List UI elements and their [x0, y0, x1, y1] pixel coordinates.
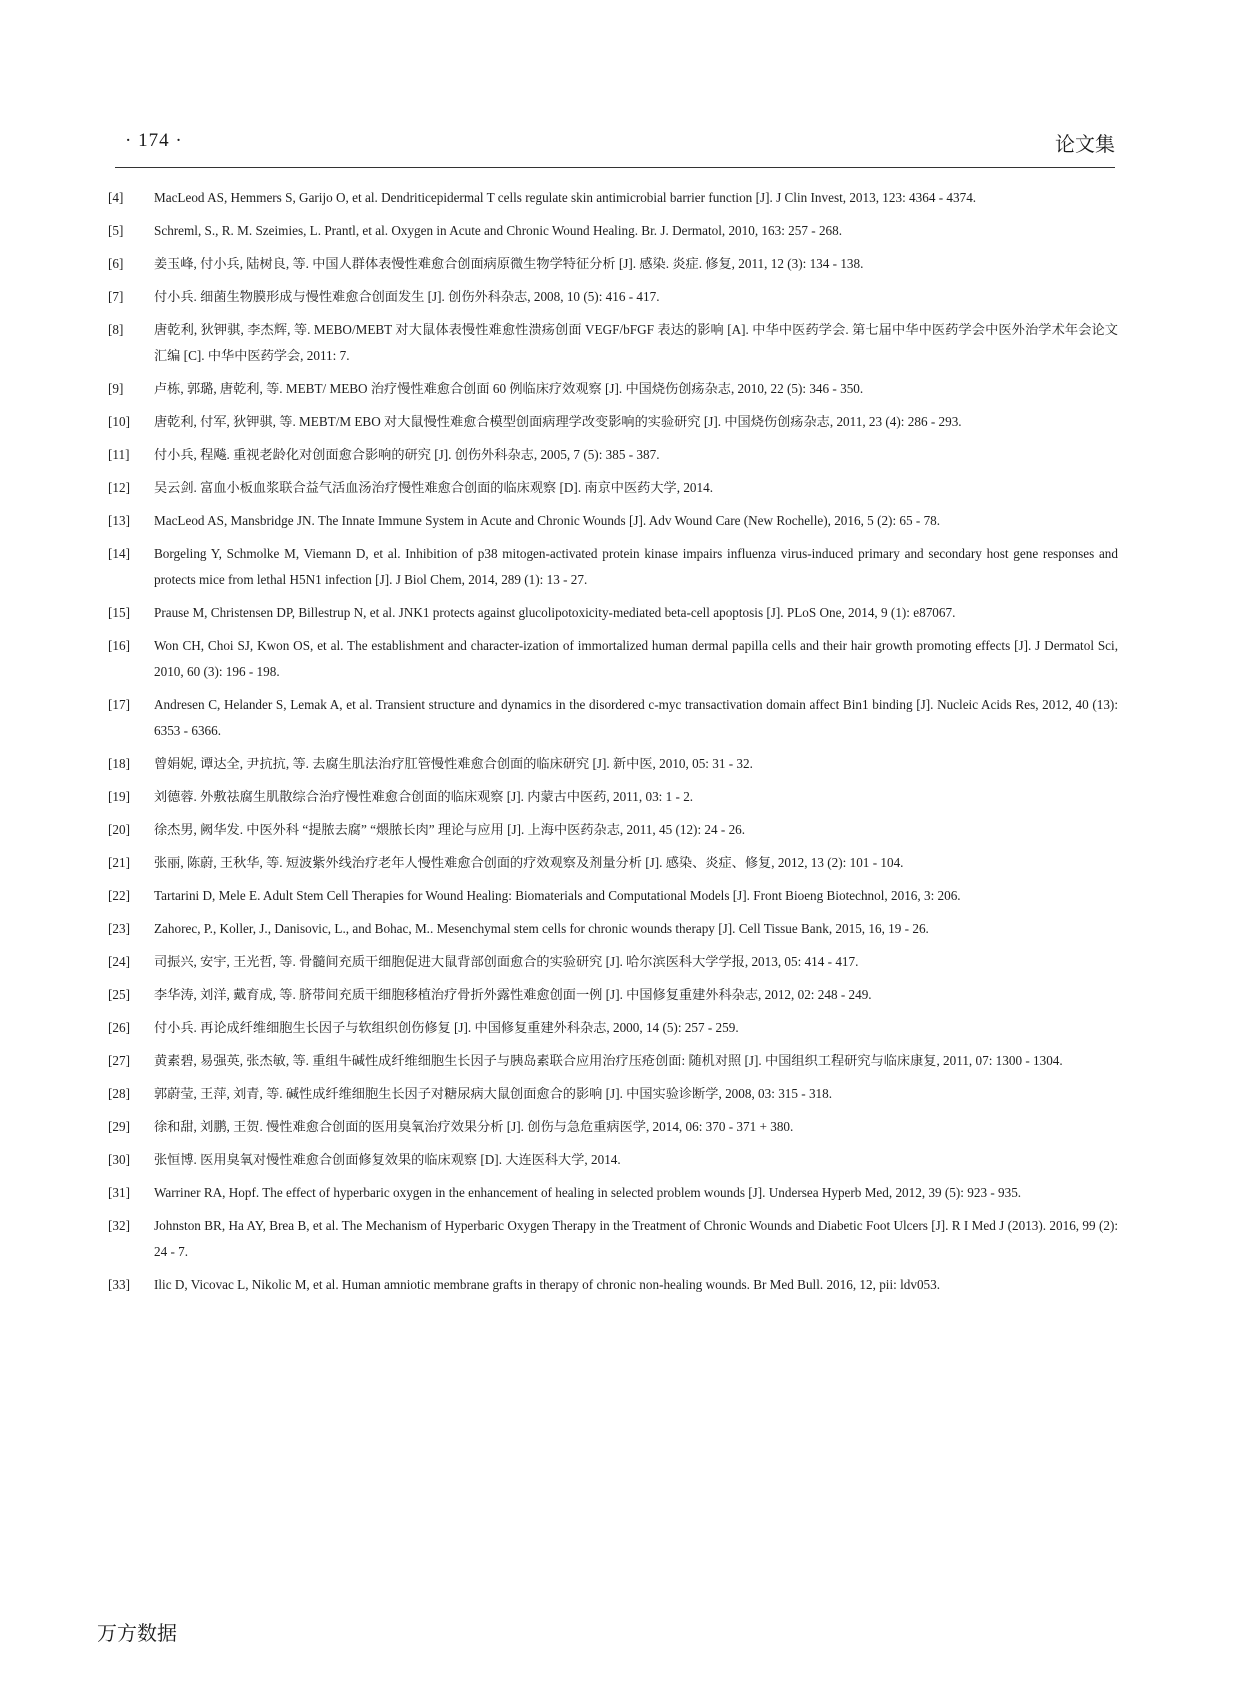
reference-number: [24]: [108, 954, 130, 969]
reference-text: Warriner RA, Hopf. The effect of hyperbaric oxygen in the enhancement of healing in selected problem wounds [J]. Undersea Hyperb Med, 2012, 39 (5): 923 - 935.: [154, 1185, 1022, 1200]
reference-text: 张丽, 陈蔚, 王秋华, 等. 短波紫外线治疗老年人慢性难愈合创面的疗效观察及剂量分析 [J]. 感染、炎症、修复, 2012, 13 (2): 101 - 104.: [154, 855, 904, 870]
reference-item: [108, 251, 1118, 277]
reference-text: 付小兵, 程飚. 重视老龄化对创面愈合影响的研究 [J]. 创伤外科杂志, 2005, 7 (5): 385 - 387.: [154, 447, 660, 462]
reference-text: 张恒博. 医用臭氧对慢性难愈合创面修复效果的临床观察 [D]. 大连医科大学, 2014.: [154, 1152, 621, 1167]
page-header: [115, 128, 1115, 164]
reference-item: [108, 949, 1118, 975]
reference-number: [9]: [108, 381, 124, 396]
reference-text: Tartarini D, Mele E. Adult Stem Cell Therapies for Wound Healing: Biomaterials and Computational Models [J]. Front Bioeng Biotechnol, 2016, 3: 206.: [154, 888, 961, 903]
reference-number: [13]: [108, 513, 130, 528]
reference-number: [10]: [108, 414, 130, 429]
reference-text: 唐乾利, 付军, 狄钾骐, 等. MEBT/M EBO 对大鼠慢性难愈合模型创面病理学改变影响的实验研究 [J]. 中国烧伤创疡杂志, 2011, 23 (4): 286 - 293.: [154, 414, 962, 429]
reference-text: 徐杰男, 阙华发. 中医外科 “提脓去腐” “煨脓长肉” 理论与应用 [J]. 上海中医药杂志, 2011, 45 (12): 24 - 26.: [154, 822, 746, 837]
reference-number: [29]: [108, 1119, 130, 1134]
reference-item: [108, 1114, 1118, 1140]
reference-number: [6]: [108, 256, 124, 271]
running-title: 论文集: [1055, 132, 1115, 156]
reference-item: [108, 1147, 1118, 1173]
reference-item: [108, 317, 1118, 369]
reference-text: Won CH, Choi SJ, Kwon OS, et al. The establishment and character-ization of immortalized human dermal papilla cells and their hair growth promoting effects [J]. J Dermatol Sci, 2010, 60 (3): 196 - 198.: [154, 638, 1118, 679]
reference-item: [108, 284, 1118, 310]
reference-item: [108, 883, 1118, 909]
reference-number: [23]: [108, 921, 130, 936]
reference-text: 付小兵. 细菌生物膜形成与慢性难愈合创面发生 [J]. 创伤外科杂志, 2008, 10 (5): 416 - 417.: [154, 289, 660, 304]
reference-item: [108, 1213, 1118, 1265]
header-rule: [115, 167, 1115, 168]
reference-number: [28]: [108, 1086, 130, 1101]
reference-text: 李华涛, 刘洋, 戴育成, 等. 脐带间充质干细胞移植治疗骨折外露性难愈创面一例 [J]. 中国修复重建外科杂志, 2012, 02: 248 - 249.: [154, 987, 872, 1002]
reference-item: [108, 1180, 1118, 1206]
reference-item: [108, 508, 1118, 534]
reference-number: [22]: [108, 888, 130, 903]
reference-text: Andresen C, Helander S, Lemak A, et al. Transient structure and dynamics in the disordered c-myc transactivation domain affect Bin1 binding [J]. Nucleic Acids Res, 2012, 40 (13): 6353 - 6366.: [154, 697, 1118, 738]
reference-item: [108, 850, 1118, 876]
reference-number: [30]: [108, 1152, 130, 1167]
reference-text: MacLeod AS, Mansbridge JN. The Innate Immune System in Acute and Chronic Wounds [J]. Adv Wound Care (New Rochelle), 2016, 5 (2): 65 - 78.: [154, 513, 941, 528]
reference-item: [108, 916, 1118, 942]
reference-item: [108, 1081, 1118, 1107]
reference-text: Zahorec, P., Koller, J., Danisovic, L., and Bohac, M.. Mesenchymal stem cells for chronic wounds therapy [J]. Cell Tissue Bank, 2015, 16, 19 - 26.: [154, 921, 929, 936]
reference-number: [12]: [108, 480, 130, 495]
reference-number: [18]: [108, 756, 130, 771]
reference-item: [108, 633, 1118, 685]
reference-text: 黄素碧, 易强英, 张杰敏, 等. 重组牛碱性成纤维细胞生长因子与胰岛素联合应用治疗压疮创面: 随机对照 [J]. 中国组织工程研究与临床康复, 2011, 07: 1300 - 1304.: [154, 1053, 1063, 1068]
reference-item: [108, 442, 1118, 468]
reference-text: 徐和甜, 刘鹏, 王贺. 慢性难愈合创面的医用臭氧治疗效果分析 [J]. 创伤与急危重病医学, 2014, 06: 370 - 371 + 380.: [154, 1119, 794, 1134]
reference-item: [108, 1272, 1118, 1298]
reference-text: 付小兵. 再论成纤维细胞生长因子与软组织创伤修复 [J]. 中国修复重建外科杂志, 2000, 14 (5): 257 - 259.: [154, 1020, 739, 1035]
reference-item: [108, 751, 1118, 777]
reference-number: [17]: [108, 697, 130, 712]
reference-number: [32]: [108, 1218, 130, 1233]
reference-text: 唐乾利, 狄钾骐, 李杰辉, 等. MEBO/MEBT 对大鼠体表慢性难愈性溃疡创面 VEGF/bFGF 表达的影响 [A]. 中华中医药学会. 第七届中华中医药学会中医外治学术年会论文汇编 [C]. 中华中医药学会, 2011: 7.: [154, 322, 1118, 363]
reference-text: Ilic D, Vicovac L, Nikolic M, et al. Human amniotic membrane grafts in therapy of chronic non-healing wounds. Br Med Bull. 2016, 12, pii: ldv053.: [154, 1277, 941, 1292]
reference-number: [25]: [108, 987, 130, 1002]
reference-item: [108, 218, 1118, 244]
reference-text: Johnston BR, Ha AY, Brea B, et al. The Mechanism of Hyperbaric Oxygen Therapy in the Treatment of Chronic Wounds and Diabetic Foot Ulcers [J]. R I Med J (2013). 2016, 99 (2): 24 - 7.: [154, 1218, 1118, 1259]
reference-text: Prause M, Christensen DP, Billestrup N, et al. JNK1 protects against glucolipotoxicity-mediated beta-cell apoptosis [J]. PLoS One, 2014, 9 (1): e87067.: [154, 605, 956, 620]
reference-number: [14]: [108, 546, 130, 561]
reference-text: MacLeod AS, Hemmers S, Garijo O, et al. Dendriticepidermal T cells regulate skin antimicrobial barrier function [J]. J Clin Invest, 2013, 123: 4364 - 4374.: [154, 190, 977, 205]
reference-item: [108, 817, 1118, 843]
page-number: · 174 ·: [125, 130, 183, 151]
reference-number: [8]: [108, 322, 124, 337]
reference-number: [31]: [108, 1185, 130, 1200]
reference-number: [20]: [108, 822, 130, 837]
reference-number: [33]: [108, 1277, 130, 1292]
reference-item: [108, 376, 1118, 402]
reference-text: 吴云剑. 富血小板血浆联合益气活血汤治疗慢性难愈合创面的临床观察 [D]. 南京中医药大学, 2014.: [154, 480, 713, 495]
reference-text: Schreml, S., R. M. Szeimies, L. Prantl, et al. Oxygen in Acute and Chronic Wound Healing. Br. J. Dermatol, 2010, 163: 257 - 268.: [154, 223, 843, 238]
reference-item: [108, 982, 1118, 1008]
reference-text: 刘德蓉. 外敷祛腐生肌散综合治疗慢性难愈合创面的临床观察 [J]. 内蒙古中医药, 2011, 03: 1 - 2.: [154, 789, 694, 804]
reference-item: [108, 1015, 1118, 1041]
reference-number: [4]: [108, 190, 124, 205]
reference-number: [27]: [108, 1053, 130, 1068]
reference-item: [108, 185, 1118, 211]
reference-item: [108, 600, 1118, 626]
reference-number: [11]: [108, 447, 130, 462]
reference-item: [108, 784, 1118, 810]
reference-text: 姜玉峰, 付小兵, 陆树良, 等. 中国人群体表慢性难愈合创面病原微生物学特征分析 [J]. 感染. 炎症. 修复, 2011, 12 (3): 134 - 138.: [154, 256, 864, 271]
reference-number: [5]: [108, 223, 124, 238]
reference-item: [108, 692, 1118, 744]
reference-number: [15]: [108, 605, 130, 620]
footer-watermark: 万方数据: [97, 1621, 177, 1645]
reference-number: [16]: [108, 638, 130, 653]
reference-item: [108, 475, 1118, 501]
reference-list: [108, 185, 1118, 1305]
reference-text: 司振兴, 安宇, 王光哲, 等. 骨髓间充质干细胞促进大鼠背部创面愈合的实验研究 [J]. 哈尔滨医科大学学报, 2013, 05: 414 - 417.: [154, 954, 859, 969]
reference-number: [19]: [108, 789, 130, 804]
reference-item: [108, 1048, 1118, 1074]
reference-item: [108, 409, 1118, 435]
reference-text: 郭蔚莹, 王萍, 刘青, 等. 碱性成纤维细胞生长因子对糖尿病大鼠创面愈合的影响 [J]. 中国实验诊断学, 2008, 03: 315 - 318.: [154, 1086, 833, 1101]
reference-text: 曾娟妮, 谭达全, 尹抗抗, 等. 去腐生肌法治疗肛管慢性难愈合创面的临床研究 [J]. 新中医, 2010, 05: 31 - 32.: [154, 756, 753, 771]
reference-number: [21]: [108, 855, 130, 870]
reference-text: 卢栋, 郭璐, 唐乾利, 等. MEBT/ MEBO 治疗慢性难愈合创面 60 例临床疗效观察 [J]. 中国烧伤创疡杂志, 2010, 22 (5): 346 - 350.: [154, 381, 864, 396]
reference-text: Borgeling Y, Schmolke M, Viemann D, et al. Inhibition of p38 mitogen-activated protein kinase impairs influenza virus-induced primary and secondary host gene responses and protects mice from lethal H5N1 infection [J]. J Biol Chem, 2014, 289 (1): 13 - 27.: [154, 546, 1118, 587]
reference-number: [7]: [108, 289, 124, 304]
reference-number: [26]: [108, 1020, 130, 1035]
reference-item: [108, 541, 1118, 593]
